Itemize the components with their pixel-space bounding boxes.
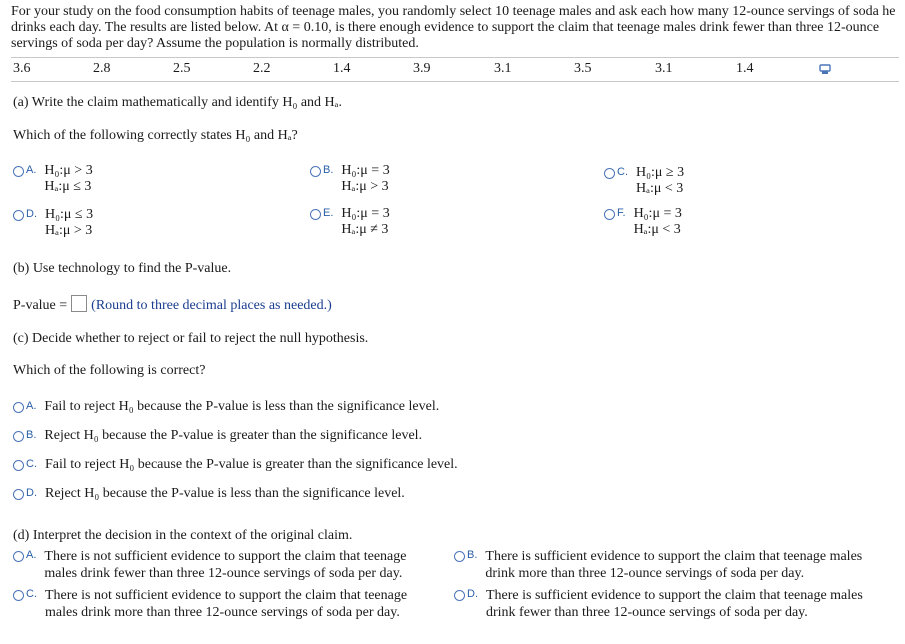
radio-button[interactable] — [310, 166, 321, 177]
option-text: Fail to reject H₀ because the P-value is greater than the significance level. — [45, 457, 458, 472]
data-value: 1.4 — [333, 61, 351, 76]
data-value: 2.8 — [93, 61, 111, 76]
part-a-option-a[interactable]: A. H₀:μ > 3 Hₐ:μ ≤ 3 — [13, 163, 93, 195]
null-hypothesis: H₀:μ = 3 — [633, 206, 682, 221]
part-d-option-b[interactable]: B. There is sufficient evidence to support the claim that teenage males drink more than three 12-ounce servings of soda per day. — [454, 548, 877, 582]
radio-button[interactable] — [13, 431, 24, 442]
alternative-hypothesis: Hₐ:μ > 3 — [45, 223, 93, 238]
data-value: 1.4 — [736, 61, 754, 76]
part-d-option-d[interactable]: D. There is sufficient evidence to support the claim that teenage males drink fewer than three 12-ounce servings of soda per day. — [454, 587, 878, 621]
rounding-hint: (Round to three decimal places as needed.) — [91, 298, 332, 313]
data-value: 3.5 — [574, 61, 592, 76]
option-text: Fail to reject H₀ because the P-value is less than the significance level. — [44, 399, 440, 414]
part-c-question: Which of the following is correct? — [13, 363, 206, 378]
radio-button[interactable] — [454, 551, 465, 562]
option-text: There is not sufficient evidence to support the claim that teenage males drink more than three 12-ounce servings of soda per day. — [45, 588, 408, 620]
problem-statement: For your study on the food consumption habits of teenage males, you randomly select 10 teenage males and ask each how many 12-ounce servings of soda he drinks each day. The results are listed below. At α = 0.10, is there enough evidence to support the claim that teenage males drink fewer than three 12-ounce servings of soda per day? Assume the population is normally distributed. — [11, 4, 896, 51]
data-value: 2.5 — [173, 61, 191, 76]
part-c-option-a[interactable]: A. Fail to reject H₀ because the P-value is less than the significance level. — [13, 399, 439, 415]
radio-button[interactable] — [13, 460, 24, 471]
radio-button[interactable] — [13, 590, 24, 601]
part-d-option-c[interactable]: C. There is not sufficient evidence to support the claim that teenage males drink more than three 12-ounce servings of soda per day. — [13, 587, 437, 621]
null-hypothesis: H₀:μ ≤ 3 — [45, 207, 94, 222]
radio-button[interactable] — [604, 168, 615, 179]
part-d-option-a[interactable]: A. There is not sufficient evidence to support the claim that teenage males drink fewer than three 12-ounce servings of soda per day. — [13, 548, 436, 582]
radio-button[interactable] — [13, 402, 24, 413]
radio-button[interactable] — [310, 209, 321, 220]
option-text: There is sufficient evidence to support the claim that teenage males drink more than three 12-ounce servings of soda per day. — [485, 549, 863, 581]
radio-button[interactable] — [13, 210, 24, 221]
part-c-option-c[interactable]: C. Fail to reject H₀ because the P-value is greater than the significance level. — [13, 457, 458, 473]
alternative-hypothesis: Hₐ:μ < 3 — [633, 222, 681, 237]
alternative-hypothesis: Hₐ:μ < 3 — [636, 181, 684, 196]
null-hypothesis: H₀:μ ≥ 3 — [636, 165, 685, 180]
part-a-option-b[interactable]: B. H₀:μ = 3 Hₐ:μ > 3 — [310, 163, 390, 195]
null-hypothesis: H₀:μ > 3 — [44, 163, 93, 178]
radio-button[interactable] — [13, 166, 24, 177]
data-top-divider — [11, 57, 899, 58]
alternative-hypothesis: Hₐ:μ > 3 — [341, 179, 389, 194]
option-text: Reject H₀ because the P-value is greater than the significance level. — [44, 428, 423, 443]
part-d-prompt: (d) Interpret the decision in the context of the original claim. — [13, 528, 353, 543]
null-hypothesis: H₀:μ = 3 — [341, 206, 390, 221]
p-value-row — [13, 295, 332, 314]
copy-data-icon[interactable] — [818, 62, 832, 76]
data-value: 3.9 — [413, 61, 431, 76]
part-c-prompt: (c) Decide whether to reject or fail to reject the null hypothesis. — [13, 331, 369, 346]
p-value-label: P-value = — [13, 298, 68, 313]
radio-button[interactable] — [13, 489, 24, 500]
radio-button[interactable] — [13, 551, 24, 562]
data-value: 3.1 — [494, 61, 512, 76]
part-a-prompt: (a) Write the claim mathematically and identify H₀ and Hₐ. — [13, 95, 342, 110]
null-hypothesis: H₀:μ = 3 — [341, 163, 390, 178]
part-a-option-f[interactable]: F. H₀:μ = 3 Hₐ:μ < 3 — [604, 206, 682, 238]
part-a-option-c[interactable]: C. H₀:μ ≥ 3 Hₐ:μ < 3 — [604, 165, 684, 197]
part-c-option-d[interactable]: D. Reject H₀ because the P-value is less than the significance level. — [13, 486, 405, 502]
alternative-hypothesis: Hₐ:μ ≤ 3 — [44, 179, 92, 194]
part-a-question: Which of the following correctly states H₀ and Hₐ? — [13, 128, 298, 143]
data-value: 3.1 — [655, 61, 673, 76]
data-value: 2.2 — [253, 61, 271, 76]
part-a-option-e[interactable]: E. H₀:μ = 3 Hₐ:μ ≠ 3 — [310, 206, 390, 238]
radio-button[interactable] — [604, 209, 615, 220]
data-bottom-divider — [11, 81, 899, 82]
option-text: There is not sufficient evidence to support the claim that teenage males drink fewer than three 12-ounce servings of soda per day. — [44, 549, 407, 581]
part-a-option-d[interactable]: D. H₀:μ ≤ 3 Hₐ:μ > 3 — [13, 207, 93, 239]
part-c-option-b[interactable]: B. Reject H₀ because the P-value is greater than the significance level. — [13, 428, 422, 444]
p-value-input[interactable] — [71, 295, 87, 312]
data-value: 3.6 — [13, 61, 31, 76]
radio-button[interactable] — [454, 590, 465, 601]
alternative-hypothesis: Hₐ:μ ≠ 3 — [341, 222, 389, 237]
part-b-prompt: (b) Use technology to find the P-value. — [13, 261, 232, 276]
option-text: Reject H₀ because the P-value is less than the significance level. — [45, 486, 405, 501]
option-text: There is sufficient evidence to support the claim that teenage males drink fewer than three 12-ounce servings of soda per day. — [486, 588, 863, 620]
